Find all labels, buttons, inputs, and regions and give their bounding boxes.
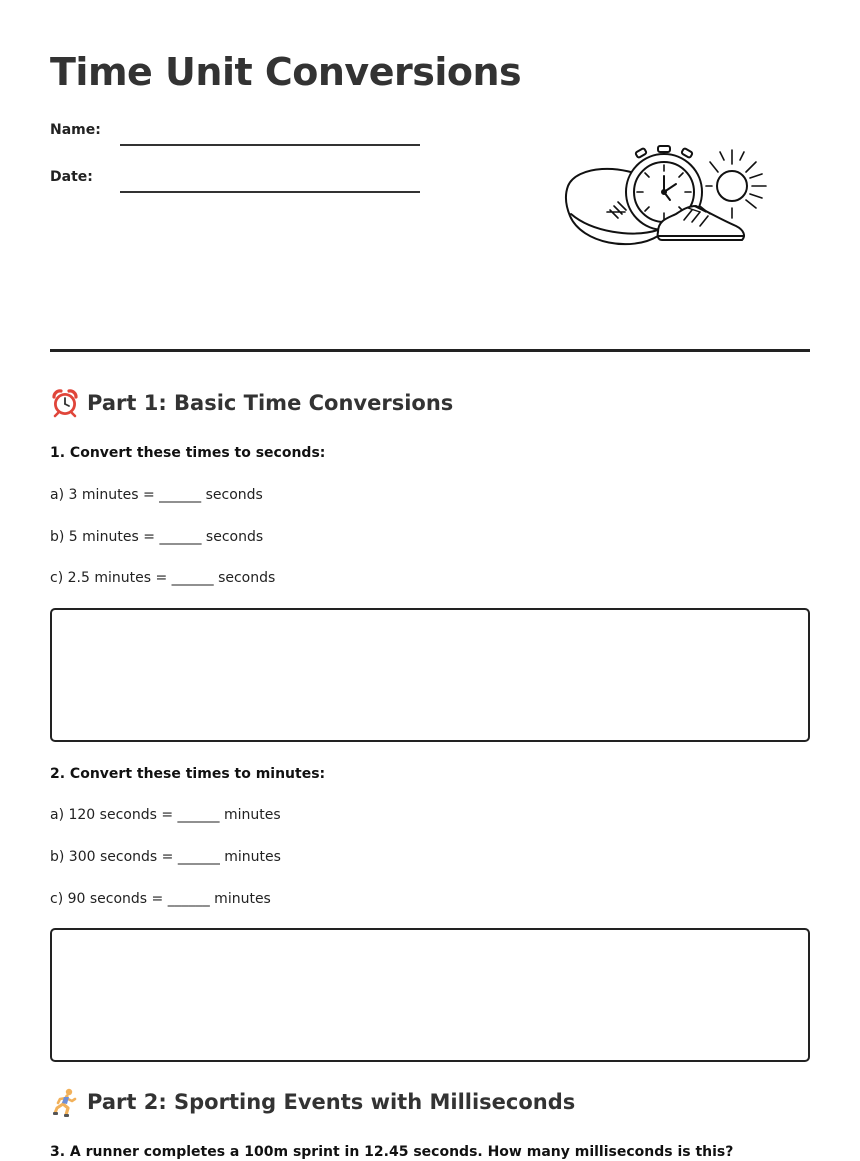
question-1-item-b: b) 5 minutes = ______ seconds — [50, 529, 264, 545]
question-1-answer-box[interactable] — [50, 608, 810, 742]
worksheet-title: Time Unit Conversions — [50, 50, 522, 94]
date-label: Date: — [50, 169, 93, 185]
question-2-item-b: b) 300 seconds = ______ minutes — [50, 849, 281, 865]
part2-heading-text: Part 2: Sporting Events with Milliseconds — [87, 1090, 576, 1114]
question-1-item-c: c) 2.5 minutes = ______ seconds — [50, 570, 276, 586]
question-1-item-a: a) 3 minutes = ______ seconds — [50, 487, 263, 503]
part1-heading — [50, 388, 453, 418]
question-3-prompt: 3. A runner completes a 100m sprint in 12.45 seconds. How many milliseconds is this? — [50, 1144, 734, 1160]
question-2-item-c: c) 90 seconds = ______ minutes — [50, 891, 271, 907]
part1-heading-text: Part 1: Basic Time Conversions — [87, 391, 454, 415]
alarm-clock-icon — [50, 388, 80, 418]
date-line[interactable] — [120, 191, 420, 193]
question-1-prompt: 1. Convert these times to seconds: — [50, 445, 326, 461]
name-line[interactable] — [120, 144, 420, 146]
question-2-answer-box[interactable] — [50, 928, 810, 1062]
date-field[interactable] — [50, 169, 430, 199]
section-divider — [50, 349, 810, 352]
sports-clip-art — [562, 140, 768, 248]
sun-icon — [706, 150, 766, 218]
question-2-prompt: 2. Convert these times to minutes: — [50, 766, 326, 782]
runner-icon — [50, 1087, 80, 1117]
question-2-item-a: a) 120 seconds = ______ minutes — [50, 807, 281, 823]
name-label: Name: — [50, 122, 101, 138]
part2-heading — [50, 1087, 575, 1117]
name-field[interactable] — [50, 122, 430, 152]
